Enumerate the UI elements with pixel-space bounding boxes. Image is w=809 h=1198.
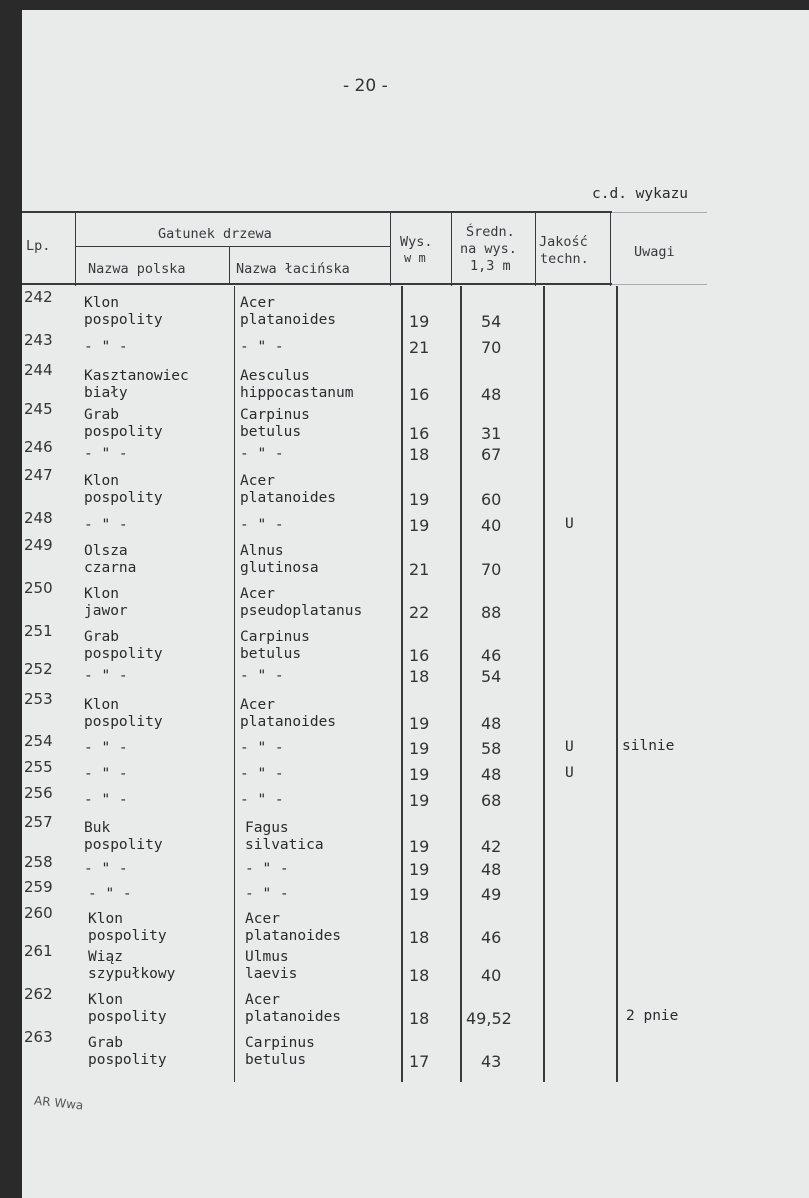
latin-name: Acer [240, 586, 275, 602]
diameter-value: 42 [481, 837, 502, 856]
polish-name: Klon [84, 697, 119, 713]
height-value: 19 [409, 312, 430, 331]
polish-name: Olsza [84, 543, 128, 559]
polish-name: pospolity [84, 312, 163, 328]
col-divider-names [234, 286, 235, 1082]
latin-name: hippocastanum [240, 385, 354, 401]
latin-name: Aesculus [240, 368, 310, 384]
col-divider-latin-header [390, 212, 391, 286]
row-lp: 259 [24, 878, 53, 896]
latin-name: - " - [240, 668, 284, 684]
polish-name: - " - [84, 861, 128, 877]
polish-name: pospolity [84, 646, 163, 662]
diameter-value: 43 [481, 1052, 502, 1071]
header-lp: Lp. [26, 238, 51, 254]
row-lp: 256 [24, 784, 53, 802]
latin-name: Acer [245, 911, 280, 927]
polish-name: pospolity [84, 837, 163, 853]
remarks-value: silnie [622, 738, 675, 754]
height-value: 18 [409, 928, 430, 947]
col-divider-jakosc-header [610, 212, 611, 286]
latin-name: - " - [245, 861, 289, 877]
row-lp: 263 [24, 1028, 53, 1046]
latin-name: Acer [240, 697, 275, 713]
row-lp: 248 [24, 509, 53, 527]
col-divider-sredn [543, 286, 545, 1082]
polish-name: - " - [84, 668, 128, 684]
col-divider-lp [75, 212, 76, 286]
diameter-value: 54 [481, 312, 502, 331]
page-number: - 20 - [343, 76, 388, 96]
diameter-value: 46 [481, 928, 502, 947]
header-bottom-border-faint [612, 284, 707, 285]
table-top-border [22, 211, 612, 213]
row-lp: 244 [24, 361, 53, 379]
diameter-value: 60 [481, 490, 502, 509]
latin-name: - " - [240, 517, 284, 533]
height-value: 17 [409, 1052, 430, 1071]
height-value: 18 [409, 445, 430, 464]
polish-name: pospolity [88, 928, 167, 944]
diameter-value: 49 [481, 885, 502, 904]
row-lp: 246 [24, 438, 53, 456]
quality-value: U [565, 739, 574, 755]
latin-name: platanoides [240, 312, 337, 328]
row-lp: 261 [24, 942, 53, 960]
polish-name: Wiąz [88, 949, 123, 965]
polish-name: pospolity [88, 1009, 167, 1025]
row-lp: 250 [24, 579, 53, 597]
latin-name: Carpinus [240, 407, 310, 423]
polish-name: Klon [84, 586, 119, 602]
latin-name: Carpinus [240, 629, 310, 645]
diameter-value: 48 [481, 385, 502, 404]
row-lp: 255 [24, 758, 53, 776]
latin-name: Fagus [245, 820, 289, 836]
diameter-value: 68 [481, 791, 502, 810]
height-value: 16 [409, 646, 430, 665]
polish-name: - " - [84, 446, 128, 462]
latin-name: - " - [240, 766, 284, 782]
height-value: 19 [409, 714, 430, 733]
polish-name: jawor [84, 603, 128, 619]
polish-name: biały [84, 385, 128, 401]
latin-name: Alnus [240, 543, 284, 559]
latin-name: pseudoplatanus [240, 603, 363, 619]
diameter-value: 46 [481, 646, 502, 665]
quality-value: U [565, 765, 574, 781]
latin-name: - " - [240, 740, 284, 756]
header-jakosc-1: Jakość [539, 234, 588, 250]
latin-name: betulus [240, 424, 302, 440]
diameter-value: 58 [481, 739, 502, 758]
height-value: 19 [409, 516, 430, 535]
polish-name: Klon [88, 911, 123, 927]
height-value: 21 [409, 338, 430, 357]
height-value: 19 [409, 739, 430, 758]
diameter-value: 88 [481, 603, 502, 622]
col-divider-wys [460, 286, 462, 1082]
header-gatunek: Gatunek drzewa [158, 226, 272, 242]
latin-name: laevis [245, 966, 298, 982]
height-value: 19 [409, 837, 430, 856]
height-value: 19 [409, 791, 430, 810]
latin-name: betulus [245, 1052, 307, 1068]
polish-name: Grab [84, 407, 119, 423]
polish-name: - " - [84, 766, 128, 782]
latin-name: platanoides [245, 1009, 342, 1025]
diameter-value: 48 [481, 860, 502, 879]
latin-name: - " - [245, 886, 289, 902]
col-divider-sredn-header [535, 212, 536, 286]
header-jakosc-2: techn. [540, 251, 589, 267]
row-lp: 247 [24, 466, 53, 484]
latin-name: platanoides [240, 714, 337, 730]
row-lp: 242 [24, 288, 53, 306]
row-lp: 254 [24, 732, 53, 750]
polish-name: - " - [84, 740, 128, 756]
polish-name: Grab [84, 629, 119, 645]
header-sredn-3: 1,3 m [470, 258, 511, 274]
row-lp: 249 [24, 536, 53, 554]
polish-name: Klon [88, 992, 123, 1008]
diameter-value: 31 [481, 424, 502, 443]
diameter-value: 40 [481, 516, 502, 535]
col-divider-jakosc [616, 286, 618, 1082]
header-uwagi: Uwagi [634, 244, 675, 260]
polish-name: czarna [84, 560, 137, 576]
height-value: 16 [409, 385, 430, 404]
row-lp: 245 [24, 400, 53, 418]
latin-name: - " - [240, 792, 284, 808]
polish-name: Buk [84, 820, 111, 836]
polish-name: pospolity [84, 714, 163, 730]
header-wys-1: Wys. [400, 234, 433, 250]
col-divider-latin [401, 286, 403, 1082]
latin-name: Acer [240, 473, 275, 489]
latin-name: glutinosa [240, 560, 319, 576]
row-lp: 257 [24, 813, 53, 831]
height-value: 21 [409, 560, 430, 579]
header-sredn-1: Średn. [466, 224, 515, 240]
height-value: 18 [409, 667, 430, 686]
latin-name: platanoides [245, 928, 342, 944]
col-divider-names-header [229, 247, 230, 285]
latin-name: silvatica [245, 837, 324, 853]
latin-name: Acer [245, 992, 280, 1008]
latin-name: Acer [240, 295, 275, 311]
polish-name: - " - [84, 792, 128, 808]
row-lp: 252 [24, 660, 53, 678]
header-bottom-border [22, 283, 612, 285]
polish-name: Klon [84, 295, 119, 311]
diameter-value: 48 [481, 765, 502, 784]
row-lp: 243 [24, 331, 53, 349]
latin-name: - " - [240, 446, 284, 462]
diameter-value: 70 [481, 560, 502, 579]
quality-value: U [565, 516, 574, 532]
row-lp: 253 [24, 690, 53, 708]
height-value: 16 [409, 424, 430, 443]
diameter-value: 70 [481, 338, 502, 357]
latin-name: - " - [240, 339, 284, 355]
height-value: 19 [409, 765, 430, 784]
row-lp: 251 [24, 622, 53, 640]
polish-name: - " - [84, 339, 128, 355]
polish-name: - " - [88, 886, 132, 902]
diameter-value: 49,52 [466, 1009, 512, 1028]
header-wys-2: w m [404, 251, 426, 265]
height-value: 22 [409, 603, 430, 622]
diameter-value: 40 [481, 966, 502, 985]
subheader-line [76, 246, 391, 247]
height-value: 19 [409, 490, 430, 509]
row-lp: 260 [24, 904, 53, 922]
header-nazwa-polska: Nazwa polska [88, 261, 186, 277]
continuation-note: c.d. wykazu [592, 186, 689, 202]
diameter-value: 67 [481, 445, 502, 464]
latin-name: Ulmus [245, 949, 289, 965]
header-sredn-2: na wys. [460, 241, 517, 257]
polish-name: pospolity [88, 1052, 167, 1068]
polish-name: - " - [84, 517, 128, 533]
polish-name: pospolity [84, 424, 163, 440]
archive-stamp: AR Wwa [33, 1093, 85, 1113]
row-lp: 258 [24, 853, 53, 871]
remarks-value: 2 pnie [626, 1008, 679, 1024]
height-value: 18 [409, 1009, 430, 1028]
latin-name: platanoides [240, 490, 337, 506]
polish-name: Kasztanowiec [84, 368, 189, 384]
polish-name: Klon [84, 473, 119, 489]
polish-name: pospolity [84, 490, 163, 506]
table-top-border-faint [612, 212, 707, 213]
row-lp: 262 [24, 985, 53, 1003]
polish-name: szypułkowy [88, 966, 176, 982]
diameter-value: 48 [481, 714, 502, 733]
latin-name: betulus [240, 646, 302, 662]
height-value: 18 [409, 966, 430, 985]
polish-name: Grab [88, 1035, 123, 1051]
col-divider-wys-header [451, 212, 452, 286]
height-value: 19 [409, 885, 430, 904]
height-value: 19 [409, 860, 430, 879]
diameter-value: 54 [481, 667, 502, 686]
latin-name: Carpinus [245, 1035, 315, 1051]
header-nazwa-lacinska: Nazwa łacińska [236, 261, 350, 277]
